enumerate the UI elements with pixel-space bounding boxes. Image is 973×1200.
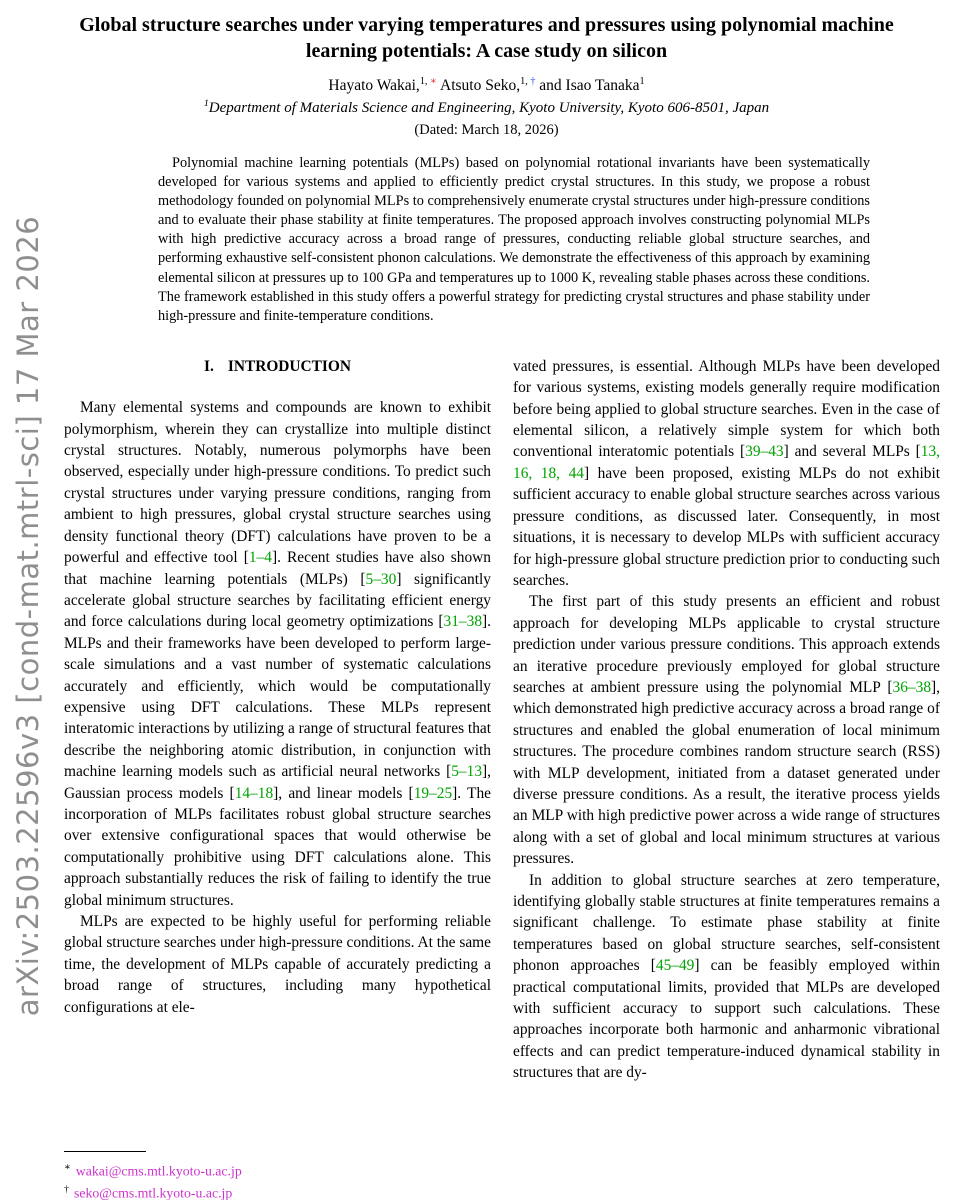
citation-link[interactable]: 14–18	[234, 784, 274, 802]
text-run: Department of Materials Science and Engineering, Kyoto University, Kyoto 606-8501, Japan	[208, 100, 770, 116]
authors-line	[0, 77, 973, 95]
citation-link[interactable]: 45–49	[655, 957, 695, 975]
text-run: 1	[203, 98, 209, 109]
email-link-seko[interactable]: seko@cms.mtl.kyoto-u.ac.jp	[73, 1185, 233, 1200]
citation-link[interactable]: 39–43	[745, 443, 784, 461]
citation-link[interactable]: 5–13	[451, 763, 483, 781]
column-right	[513, 356, 940, 1084]
citation-link[interactable]: 13, 16, 18, 44	[513, 443, 941, 482]
text-run: 1,	[520, 75, 531, 87]
text-run: The first part of this study presents an efficient and robust approach for developing MLPs applicable to crystal structure prediction under various pressure conditions. This approach extends an iterative procedure previously employed for global structure searches at ambient pressure using the polynomial MLP [	[513, 593, 940, 696]
text-run: Many elemental systems and compounds are known to exhibit polymorphism, wherein they can crystallize into multiple distinct crystal structures. Notably, numerous polymorphs have been observed, especially under high-pressure conditions. To predict such crystal structures under varying pressure conditions, ranging from ambient to high pressures, global crystal structure searches using density functional theory (DFT) calculations have proven to be a powerful and effective tool [	[64, 399, 491, 567]
text-run: ], and linear models [	[273, 784, 414, 802]
footnote-star	[64, 1159, 492, 1181]
citation-link[interactable]: 1–4	[248, 549, 272, 567]
affiliation-line	[0, 100, 973, 117]
footnote-dagger-marker: †	[64, 1184, 69, 1196]
text-run: MLPs are expected to be highly useful for performing reliable global structure searches under high-pressure conditions. At the same time, the development of MLPs capable of accurately predicting a broad range of structures, including many hypothetical configurations at ele-	[64, 913, 491, 1016]
text-run: ], which demonstrated high predictive accuracy across a broad range of structures and enabled the global enumeration of local minimum structures. The procedure combines random structure search (RSS) with MLP development, initiated from a dataset generated under diverse pressure conditions. As a result, the iterative process yields an MLP with high predictive power across a wide range of structures along with a set of global and local minimum structures at various pressures.	[513, 678, 940, 868]
paper-title: Global structure searches under varying temperatures and pressures using polynomial machine learning potentials: A case study on silicon	[79, 14, 894, 62]
intro-paragraph-2	[64, 911, 491, 1018]
intro-paragraph-3	[513, 591, 940, 869]
abstract: Polynomial machine learning potentials (MLPs) based on polynomial rotational invariants have been systematically developed for various systems and applied to efficiently predict crystal structures. In this study, we propose a robust methodology founded on polynomial MLPs to comprehensively enumerate crystal structures under high-pressure conditions and to evaluate their phase stability at finite temperatures. The proposed approach involves constructing polynomial MLPs with high predictive accuracy across a broad range of pressures, conducting reliable global structure searches, and performing exhaustive self-consistent phonon calculations. We demonstrate the effectiveness of this approach by examining elemental silicon at pressures up to 100 GPa and temperatures up to 1000 K, revealing stable phases across these conditions. The framework established in this study offers a powerful strategy for predicting crystal structures and phase stability under high-pressure and finite-temperature conditions.	[158, 155, 870, 324]
section-number: I.	[204, 357, 214, 375]
footnote-dagger	[64, 1181, 492, 1200]
text-run: ] significantly accelerate global structure searches by facilitating efficient energy and force calculations during local geometry optimizations [	[64, 570, 491, 631]
text-run: ]. The incorporation of MLPs facilitates robust global structure searches over extensive configurational spaces that would otherwise be computationally prohibitive using DFT calculations alone. This approach substantially reduces the risk of failing to identify the true global minimum structures.	[64, 784, 491, 909]
text-run: ]. Recent studies have also shown that machine learning potentials (MLPs) [	[64, 549, 491, 588]
intro-paragraph-1	[64, 397, 491, 911]
text-run: ], Gaussian process models [	[64, 763, 491, 802]
date-line: (Dated: March 18, 2026)	[414, 122, 559, 138]
text-run: ]. MLPs and their frameworks have been developed to perform large-scale simulations and a vast number of systematic calculations accurately and efficiently, which would be computationally expensive using DFT calculations. These MLPs represent interatomic interactions by utilizing a range of structural features that describe the neighboring atomic distribution, in conjunction with machine learning models such as artificial neural networks [	[64, 613, 491, 781]
paper-header	[0, 0, 973, 139]
section-heading-introduction	[64, 356, 491, 377]
section-title: INTRODUCTION	[227, 357, 351, 375]
column-left	[64, 356, 491, 1084]
text-run: In addition to global structure searches at zero temperature, identifying globally stable structures at finite temperatures remains a significant challenge. To estimate phase stability at finite temperatures based on global structure searches, self-consistent phonon approaches [	[513, 871, 940, 975]
email-link-wakai[interactable]: wakai@cms.mtl.kyoto-u.ac.jp	[75, 1163, 242, 1179]
arxiv-watermark: arXiv:2503.22596v3 [cond-mat.mtrl-sci] 17 Mar 2026	[11, 215, 45, 1017]
text-run: ] and several MLPs [	[783, 443, 921, 461]
footnote-dagger-link[interactable]: †	[530, 75, 536, 87]
text-run: Hayato Wakai,	[328, 77, 420, 94]
text-run: Atsuto Seko,	[436, 77, 521, 94]
citation-link[interactable]: 31–38	[443, 613, 483, 631]
footnote-star-link[interactable]: ∗	[430, 75, 437, 87]
text-run: vated pressures, is essential. Although MLPs have been developed for various systems, existing models generally require modification before being applied to global structure searches. Even in the case of elemental silicon, a relatively simple system for which both conventional interatomic potentials [	[513, 357, 940, 461]
text-run: 1	[639, 75, 645, 87]
body-columns	[64, 356, 940, 1084]
intro-paragraph-2-continued	[513, 356, 940, 591]
footnote-star-marker: ∗	[64, 1162, 71, 1173]
footnote-rule	[64, 1151, 146, 1152]
text-run: ] can be feasibly employed within practical computational limits, provided that MLPs are developed with sufficient accuracy to support such calculations. These approaches incorporate both harmonic and anharmonic vibrational effects and can predict temperature-induced dynamical stability in structures that are dy-	[513, 957, 940, 1082]
citation-link[interactable]: 36–38	[892, 678, 932, 696]
footnotes	[64, 1145, 492, 1200]
intro-paragraph-4	[513, 870, 940, 1084]
text-run: and Isao Tanaka	[535, 77, 640, 94]
citation-link[interactable]: 5–30	[365, 570, 397, 588]
text-run: ] have been proposed, existing MLPs do not exhibit sufficient accuracy to enable global structure searches across various pressure conditions, as discussed later. Consequently, in most situations, it is necessary to develop MLPs with sufficient accuracy for high-pressure global structure prediction prior to conducting such searches.	[513, 464, 940, 589]
text-run: 1,	[419, 75, 431, 87]
citation-link[interactable]: 19–25	[413, 784, 453, 802]
